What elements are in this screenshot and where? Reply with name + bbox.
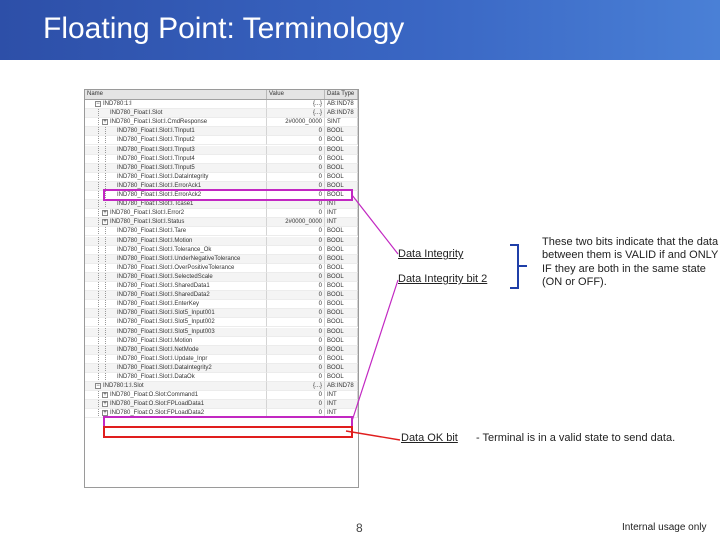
tag-value-cell[interactable]: 0 [267,391,325,400]
data-integrity-leader [352,195,398,254]
tag-name: IND780_Float:I.Slot:I.Status [110,219,185,226]
expand-icon[interactable]: + [103,219,107,226]
tag-type-cell: AB:IND78 [325,109,358,118]
tag-value-cell[interactable]: 0 [267,346,325,355]
tag-type-cell: BOOL [325,173,358,182]
tag-type-cell: BOOL [325,291,358,300]
tag-name: IND780_Float:O.Slot:Command1 [110,392,199,399]
tag-value-cell[interactable]: {...} [267,109,325,118]
tag-name: IND780_Float:I.Slot:I.Motion [117,237,193,244]
tag-value-cell[interactable]: 0 [267,173,325,182]
tag-type-cell: INT [325,400,358,409]
tag-value-cell[interactable]: 0 [267,164,325,173]
tag-type-cell: BOOL [325,364,358,373]
tag-type-cell: SINT [325,118,358,127]
tag-name: IND780_Float:I.Slot:I.ErrorAck1 [117,182,202,189]
tag-name: IND780_Float:I.Slot:I.TInput1 [117,128,195,135]
tag-type-cell: BOOL [325,318,358,327]
tag-value-cell[interactable]: 0 [267,255,325,264]
tag-value-cell[interactable]: 0 [267,191,325,200]
tag-name: IND780_Float:I.Slot:I.UnderNegativeTolerance [117,255,241,262]
tag-type-cell: INT [325,409,358,418]
tag-name: IND780_Float:I.Slot:I.TInput4 [117,155,195,162]
tag-name: IND780_Float:I.Slot:I.Tare [117,228,187,235]
tag-value-cell[interactable]: 0 [267,318,325,327]
tag-value-cell[interactable]: 0 [267,282,325,291]
tag-type-cell: BOOL [325,146,358,155]
tag-name: IND780_Float:I.Slot:I.Tolerance_Ok [117,246,212,253]
tag-value-cell[interactable]: 0 [267,127,325,136]
tag-name: IND780_Float:I.Slot:I.DataIntegrity [117,173,209,180]
tag-value-cell[interactable]: 0 [267,373,325,382]
tag-type-cell: INT [325,391,358,400]
bracket-icon [510,245,527,288]
tag-type-cell: AB:IND78 [325,100,358,109]
tag-value-cell[interactable]: 0 [267,237,325,246]
tag-value-cell[interactable]: {...} [267,382,325,391]
tag-value-cell[interactable]: {...} [267,100,325,109]
tag-name: IND780_Float:I.Slot:I.ErrorAck2 [117,192,202,198]
page-number: 8 [356,521,363,535]
tag-name: IND780_Float:I.Slot:I.EnterKey [117,301,200,308]
tag-type-cell: INT [325,209,358,218]
tag-value-cell[interactable]: 0 [267,209,325,218]
tag-name: IND780_Float:I.Slot:I.TInput5 [117,164,195,171]
column-header-value[interactable]: Value [267,90,325,99]
data-ok-leader [346,431,400,440]
expand-icon[interactable]: + [103,401,107,408]
tag-type-cell: AB:IND78 [325,382,358,391]
tag-value-cell[interactable]: 0 [267,227,325,236]
tag-name: IND780_Float:I.Slot:I.TInput3 [117,146,195,153]
tag-type-cell: BOOL [325,309,358,318]
data-integrity-2-leader [352,280,398,421]
tag-value-cell[interactable]: 0 [267,400,325,409]
collapse-icon[interactable]: − [96,101,100,107]
expand-icon[interactable]: + [103,119,107,126]
tag-value-cell[interactable]: 0 [267,355,325,364]
tag-name: IND780_Float:I.Slot:I.Update_Inpr [117,355,208,362]
tag-type-cell: BOOL [325,300,358,309]
collapse-icon[interactable]: − [96,383,100,390]
tag-name: IND780_Float:I.Slot:I.DataIntegrity2 [117,364,212,371]
tag-value-cell[interactable]: 0 [267,409,325,418]
tag-name: IND780_Float:I.Slot:I.SelectedScale [117,273,213,280]
tag-type-cell: BOOL [325,346,358,355]
tag-name: IND780_Float:I.Slot:I.Slot5_Input001 [117,310,215,317]
data-ok-description: - Terminal is in a valid state to send data. [476,432,676,444]
tag-type-cell: BOOL [325,237,358,246]
column-header-data-type[interactable]: Data Type [325,90,358,99]
tag-name: IND780:1:I.Slot [103,383,144,390]
tag-name: IND780_Float:I.Slot:I.NetMode [117,346,199,353]
tag-type-cell: INT [325,200,358,209]
tag-value-cell[interactable]: 0 [267,155,325,164]
tag-value-cell[interactable]: 0 [267,337,325,346]
tag-name: IND780_Float:I.Slot:I.TInput2 [117,137,195,144]
tag-value-cell[interactable]: 2#0000_0000 [267,118,325,127]
tag-value-cell[interactable]: 2#0000_0000 [267,218,325,227]
tag-name: IND780_Float:I.Slot:I.Error2 [110,210,185,217]
tag-name: IND780_Float:I.Slot:I.CmdResponse [110,119,208,126]
tag-type-cell: BOOL [325,136,358,145]
tag-value-cell[interactable]: 0 [267,136,325,145]
tag-name: IND780_Float:I.Slot:I.SharedData1 [117,283,210,289]
tag-value-cell[interactable]: 0 [267,200,325,209]
tag-name: IND780_Float:I.Slot:I.OverPositiveTolerance [117,264,235,271]
tag-type-cell: BOOL [325,127,358,136]
footer-note: Internal usage only [622,522,707,533]
tag-type-cell: BOOL [325,182,358,191]
tag-value-cell[interactable]: 0 [267,364,325,373]
tag-value-cell[interactable]: 0 [267,291,325,300]
tag-type-cell: BOOL [325,255,358,264]
expand-icon[interactable]: + [103,410,107,417]
tag-type-cell: BOOL [325,355,358,364]
bracket-description: These two bits indicate that the data between them is VALID if and ONLY IF they are both in the same state (ON or OFF). [542,236,719,289]
tag-name: IND780_Float:O.Slot:FPLoadData2 [110,410,205,417]
tag-value-cell[interactable]: 0 [267,182,325,191]
tag-value-cell[interactable]: 0 [267,300,325,309]
tag-name: IND780_Float:I.Slot:I.Tcase1 [117,201,194,208]
data-integrity-2-label: Data Integrity bit 2 [398,273,488,285]
tag-name: IND780_Float:O.Slot:FPLoadData1 [110,401,205,408]
tag-type-cell: BOOL [325,337,358,346]
tag-type-cell: BOOL [325,373,358,382]
tag-value-cell[interactable]: 0 [267,328,325,337]
tag-name: IND780:1:I [103,101,132,107]
tag-type-cell: BOOL [325,282,358,291]
tag-name: IND780_Float:I.Slot:I.Slot5_Input002 [117,319,215,326]
tag-type-cell: BOOL [325,155,358,164]
expand-icon[interactable]: + [103,210,107,217]
tag-type-cell: BOOL [325,273,358,282]
tag-name: IND780_Float:I.Slot:I.Slot5_Input003 [117,328,215,335]
tag-type-cell: BOOL [325,328,358,337]
tag-value-cell[interactable]: 0 [267,146,325,155]
tag-type-cell: BOOL [325,227,358,236]
tag-value-cell[interactable]: 0 [267,273,325,282]
tag-type-cell: BOOL [325,264,358,273]
expand-icon[interactable]: + [103,392,107,399]
slide-title: Floating Point: Terminology [43,12,405,45]
tag-name: IND780_Float:I.Slot [110,110,163,117]
tag-type-cell: BOOL [325,246,358,255]
tag-value-cell[interactable]: 0 [267,309,325,318]
tag-name: IND780_Float:I.Slot:I.Motion [117,337,193,344]
data-ok-label: Data OK bit [401,432,458,444]
tag-type-cell: BOOL [325,191,358,200]
tag-type-cell: BOOL [325,164,358,173]
tag-value-cell[interactable]: 0 [267,264,325,273]
column-header-name[interactable]: Name [85,90,267,99]
data-integrity-label: Data Integrity [398,248,464,260]
tag-type-cell: INT [325,218,358,227]
tag-value-cell[interactable]: 0 [267,246,325,255]
tag-name: IND780_Float:I.Slot:I.SharedData2 [117,292,210,299]
tag-name: IND780_Float:I.Slot:I.DataOk [117,374,195,380]
